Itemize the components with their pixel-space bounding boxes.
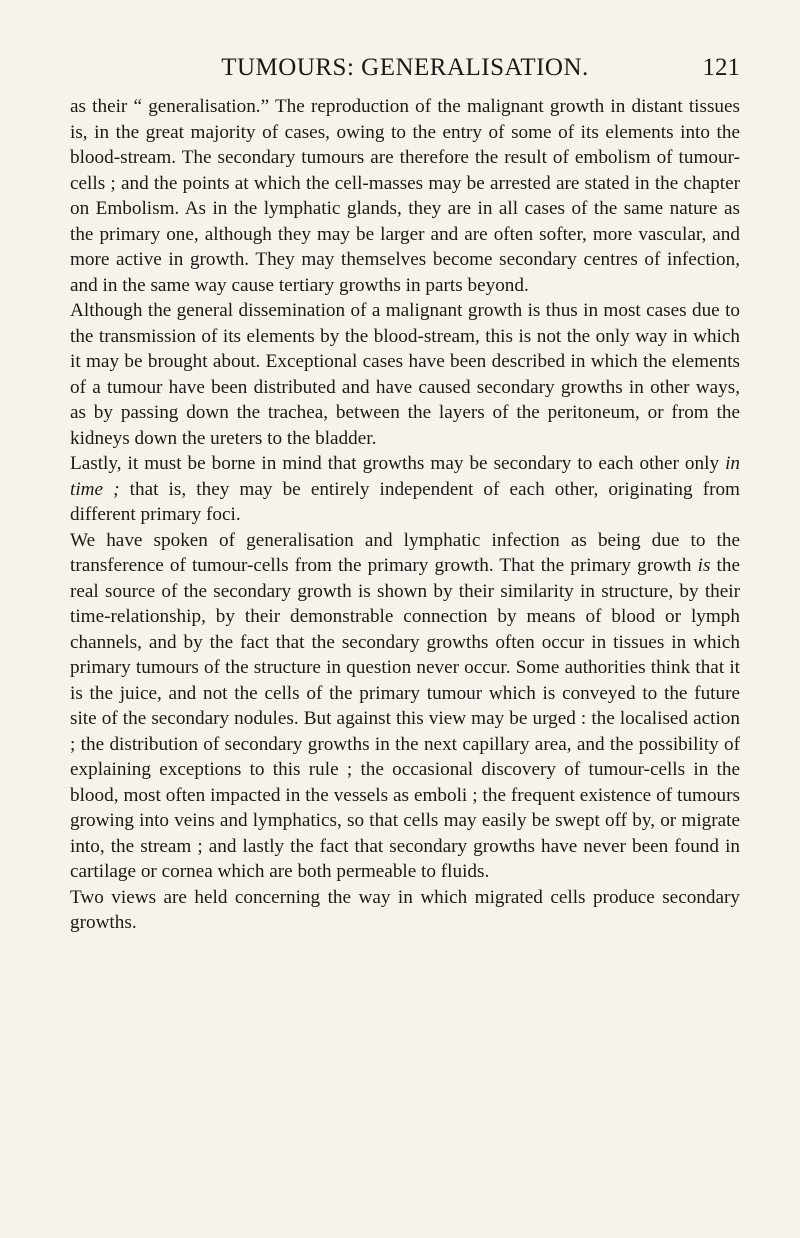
paragraph-3-italic: in time ;: [70, 453, 740, 500]
paragraph-3-part-2: that is, they may be entirely independent of each other, originating from different primary foci.: [70, 478, 740, 525]
paragraph-4-part-1: We have spoken of generalisation and lymphatic infection as being due to the transference of tumour-cells from the primary growth. That the primary growth: [70, 529, 740, 576]
paragraph-3-part-1: Lastly, it must be borne in mind that growths may be secondary to each other only: [70, 453, 726, 474]
paragraph-1: as their “ generalisation.” The reproduction of the malignant growth in distant tissues is, in the great majority of cases, owing to the entry of some of its elements into the blood-stream. The secondary tumours are therefore the result of embolism of tumour-cells ; and the points at which the cell-masses may be arrested are stated in the chapter on Embolism. As in the lymphatic glands, they are in all cases of the same nature as the primary one, although they may be larger and are often softer, more vascular, and more active in growth. They may themselves become secondary centres of infection, and in the same way cause tertiary growths in parts beyond.: [70, 96, 740, 296]
paragraph-4-part-2: the real source of the secondary growth is shown by their similarity in structure, by their time-relationship, by their demonstrable connection by means of blood or lymph channels, and by the fact that the secondary growths often occur in tissues in which primary tumours of the structure in question never occur. Some authorities think that it is the juice, and not the cells of the primary tumour which is conveyed to the future site of the secondary nodules. But against this view may be urged : the localised action ; the distribution of secondary growths in the next capillary area, and the possibility of explaining exceptions to this rule ; the occasional discovery of tumour-cells in the blood, most often impacted in the vessels as emboli ; the frequent existence of tumours growing into veins and lymphatics, so that cells may easily be swept off by, or migrate into, the stream ; and lastly the fact that secondary growths have never been found in cartilage or cornea which are both permeable to fluids.: [70, 555, 740, 882]
paragraph-4-italic: is: [697, 555, 711, 576]
running-head: [70, 48, 740, 88]
running-title: TUMOURS: GENERALISATION.: [221, 54, 589, 81]
paragraph-4: [70, 528, 740, 885]
body-text: [70, 94, 740, 936]
paragraph-2: Although the general dissemination of a malignant growth is thus in most cases due to the transmission of its elements by the blood-stream, this is not the only way in which it may be brought about. Exceptional cases have been described in which the elements of a tumour have been distributed and have caused secondary growths in other ways, as by passing down the trachea, between the layers of the peritoneum, or from the kidneys down the ureters to the bladder.: [70, 300, 740, 449]
paragraph-5: Two views are held concerning the way in which migrated cells produce secondary growths.: [70, 886, 740, 933]
page-number: 121: [702, 54, 740, 81]
paragraph-3: [70, 451, 740, 528]
